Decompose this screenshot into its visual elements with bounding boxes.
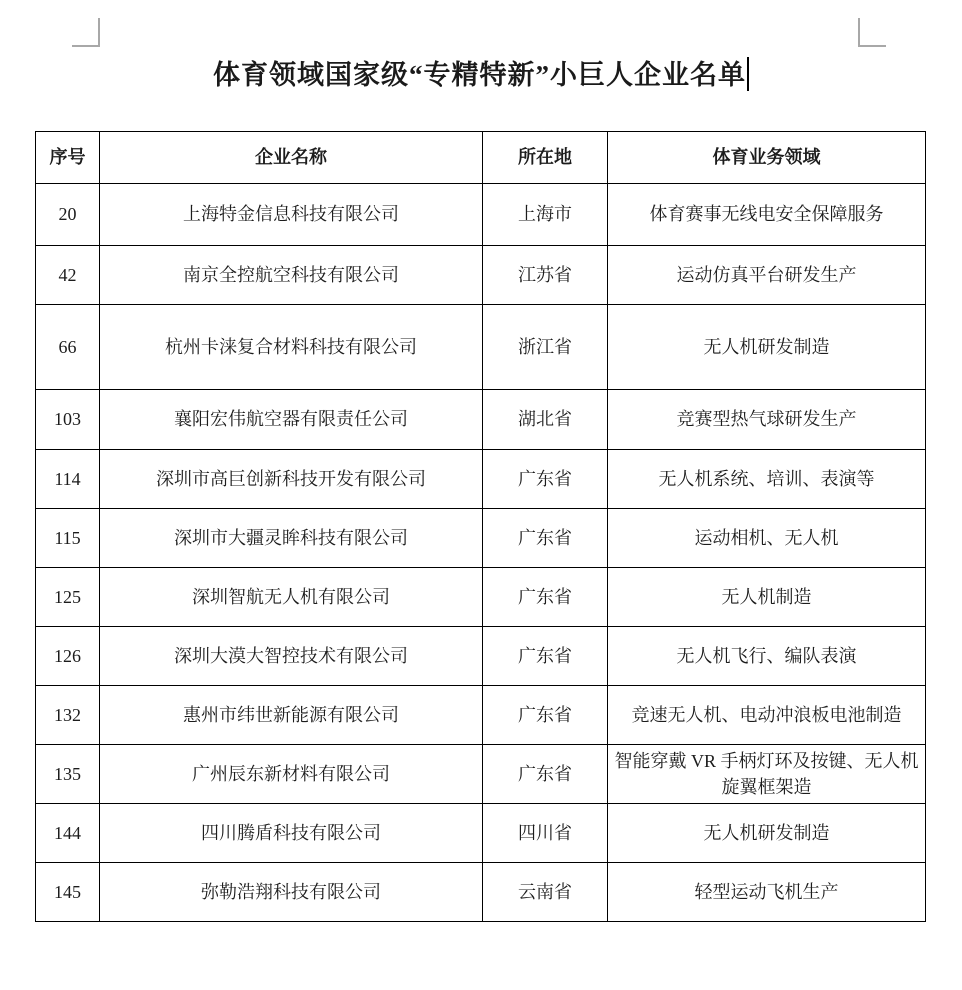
table-header-row bbox=[36, 132, 926, 184]
cell-location[interactable]: 广东省 bbox=[483, 686, 608, 745]
cell-location[interactable]: 广东省 bbox=[483, 509, 608, 568]
cell-location[interactable]: 四川省 bbox=[483, 804, 608, 863]
cell-company[interactable]: 弥勒浩翔科技有限公司 bbox=[100, 863, 483, 922]
cell-field[interactable]: 无人机研发制造 bbox=[608, 305, 926, 390]
cell-serial[interactable]: 42 bbox=[36, 246, 100, 305]
cell-location[interactable]: 广东省 bbox=[483, 450, 608, 509]
cell-field[interactable]: 竞赛型热气球研发生产 bbox=[608, 390, 926, 450]
cell-serial[interactable]: 20 bbox=[36, 184, 100, 246]
table-row bbox=[36, 863, 926, 922]
table-row bbox=[36, 745, 926, 804]
cell-location[interactable]: 上海市 bbox=[483, 184, 608, 246]
cell-serial[interactable]: 103 bbox=[36, 390, 100, 450]
cell-field[interactable]: 无人机飞行、编队表演 bbox=[608, 627, 926, 686]
cell-company[interactable]: 四川腾盾科技有限公司 bbox=[100, 804, 483, 863]
cell-field[interactable]: 运动相机、无人机 bbox=[608, 509, 926, 568]
cell-company[interactable]: 深圳智航无人机有限公司 bbox=[100, 568, 483, 627]
cell-location[interactable]: 广东省 bbox=[483, 568, 608, 627]
column-header-serial: 序号 bbox=[36, 132, 100, 184]
table-row bbox=[36, 450, 926, 509]
cell-location[interactable]: 浙江省 bbox=[483, 305, 608, 390]
cell-serial[interactable]: 66 bbox=[36, 305, 100, 390]
cell-field[interactable]: 无人机研发制造 bbox=[608, 804, 926, 863]
column-header-company: 企业名称 bbox=[100, 132, 483, 184]
cell-company[interactable]: 南京全控航空科技有限公司 bbox=[100, 246, 483, 305]
table-row bbox=[36, 509, 926, 568]
column-header-location: 所在地 bbox=[483, 132, 608, 184]
document-title-text: 体育领域国家级“专精特新”小巨人企业名单 bbox=[213, 60, 746, 90]
cell-serial[interactable]: 145 bbox=[36, 863, 100, 922]
crop-mark-top-right-icon bbox=[858, 18, 886, 47]
table-row bbox=[36, 686, 926, 745]
cell-serial[interactable]: 132 bbox=[36, 686, 100, 745]
cell-location[interactable]: 广东省 bbox=[483, 745, 608, 804]
cell-serial[interactable]: 115 bbox=[36, 509, 100, 568]
cell-serial[interactable]: 125 bbox=[36, 568, 100, 627]
cell-field[interactable]: 智能穿戴 VR 手柄灯环及按键、无人机旋翼框架造 bbox=[608, 745, 926, 804]
cell-location[interactable]: 湖北省 bbox=[483, 390, 608, 450]
cell-location[interactable]: 江苏省 bbox=[483, 246, 608, 305]
cell-field[interactable]: 体育赛事无线电安全保障服务 bbox=[608, 184, 926, 246]
table-row bbox=[36, 627, 926, 686]
cell-field[interactable]: 无人机系统、培训、表演等 bbox=[608, 450, 926, 509]
cell-serial[interactable]: 135 bbox=[36, 745, 100, 804]
cell-field[interactable]: 无人机制造 bbox=[608, 568, 926, 627]
cell-serial[interactable]: 126 bbox=[36, 627, 100, 686]
cell-field[interactable]: 轻型运动飞机生产 bbox=[608, 863, 926, 922]
cell-location[interactable]: 广东省 bbox=[483, 627, 608, 686]
enterprise-table bbox=[35, 131, 926, 922]
column-header-field: 体育业务领域 bbox=[608, 132, 926, 184]
text-cursor bbox=[747, 57, 749, 91]
document-title[interactable] bbox=[0, 53, 962, 92]
table-row bbox=[36, 568, 926, 627]
cell-company[interactable]: 上海特金信息科技有限公司 bbox=[100, 184, 483, 246]
table-row bbox=[36, 305, 926, 390]
cell-company[interactable]: 深圳市高巨创新科技开发有限公司 bbox=[100, 450, 483, 509]
cell-field[interactable]: 运动仿真平台研发生产 bbox=[608, 246, 926, 305]
cell-field[interactable]: 竞速无人机、电动冲浪板电池制造 bbox=[608, 686, 926, 745]
cell-company[interactable]: 深圳大漠大智控技术有限公司 bbox=[100, 627, 483, 686]
table-row bbox=[36, 246, 926, 305]
crop-mark-top-left-icon bbox=[72, 18, 100, 47]
cell-serial[interactable]: 144 bbox=[36, 804, 100, 863]
table-row bbox=[36, 184, 926, 246]
cell-company[interactable]: 襄阳宏伟航空器有限责任公司 bbox=[100, 390, 483, 450]
cell-company[interactable]: 广州辰东新材料有限公司 bbox=[100, 745, 483, 804]
table-body bbox=[36, 184, 926, 922]
cell-serial[interactable]: 114 bbox=[36, 450, 100, 509]
table-row bbox=[36, 804, 926, 863]
cell-company[interactable]: 杭州卡涞复合材料科技有限公司 bbox=[100, 305, 483, 390]
cell-company[interactable]: 深圳市大疆灵眸科技有限公司 bbox=[100, 509, 483, 568]
cell-location[interactable]: 云南省 bbox=[483, 863, 608, 922]
table-row bbox=[36, 390, 926, 450]
cell-company[interactable]: 惠州市纬世新能源有限公司 bbox=[100, 686, 483, 745]
